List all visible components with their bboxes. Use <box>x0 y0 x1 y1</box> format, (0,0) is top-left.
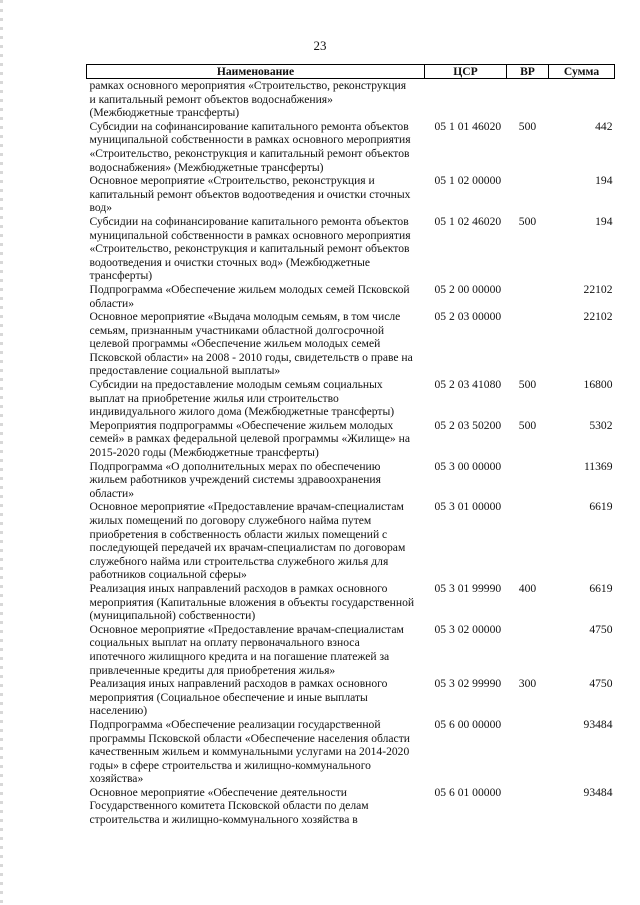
row-vr: 300 <box>518 677 537 691</box>
row-csr: 05 2 03 41080 <box>434 378 502 392</box>
row-name: Основное мероприятие «Выдача молодым семьям, в том числе семьям, признанным участниками областной долгосрочной целевой программы «Обеспечение жильем молодых семей Псковской области» на 2008 - 2010 годы, свидетельств о праве на предоставление социальной выплаты» <box>89 310 413 378</box>
row-csr: 05 2 03 00000 <box>434 310 502 324</box>
header-sum: Сумма <box>549 65 615 79</box>
row-csr: 05 3 00 00000 <box>434 459 502 473</box>
table-row <box>87 460 615 501</box>
table-row <box>87 623 615 677</box>
table-row <box>87 582 615 623</box>
table-row <box>87 310 615 378</box>
row-sum: 4750 <box>589 622 613 636</box>
table-row <box>87 786 615 827</box>
table-row <box>87 500 615 582</box>
row-csr: 05 1 01 46020 <box>434 119 502 133</box>
row-name: Подпрограмма «Обеспечение реализации государственной программы Псковской области «Обеспечение населения области качественным жильем и коммунальными услугами на 2014-2020 годы» в сфере строительства и жилищно-коммунального хозяйства» <box>89 717 410 786</box>
row-name: рамках основного мероприятия «Строительство, реконструкция и капитальный ремонт объектов водоснабжения» (Межбюджетные трансферты) <box>89 79 407 120</box>
row-name: Реализация иных направлений расходов в рамках основного мероприятия (Социальное обеспечение и иные выплаты населению) <box>89 677 388 718</box>
table-row <box>87 120 615 174</box>
row-vr <box>507 460 549 501</box>
row-sum: 93484 <box>583 785 613 799</box>
row-sum <box>549 79 615 120</box>
row-vr: 400 <box>518 581 537 595</box>
row-name: Реализация иных направлений расходов в рамках основного мероприятия (Капитальные вложения в объекты государственной (муниципальной) собственности) <box>89 581 415 623</box>
budget-table <box>86 64 615 827</box>
row-sum: 194 <box>595 214 613 228</box>
table-row <box>87 215 615 283</box>
row-sum: 6619 <box>589 581 613 595</box>
row-name: Субсидии на предоставление молодым семьям социальных выплат на приобретение жилья или строительство индивидуального жилого дома (Межбюджетные трансферты) <box>89 378 395 419</box>
row-vr <box>507 79 549 120</box>
row-vr: 500 <box>518 378 537 392</box>
row-sum: 442 <box>595 119 613 133</box>
row-csr: 05 3 01 99990 <box>434 581 502 595</box>
row-sum: 16800 <box>583 378 613 392</box>
row-sum: 5302 <box>589 418 613 432</box>
row-sum: 22102 <box>583 310 613 324</box>
row-csr: 05 1 02 00000 <box>434 174 502 188</box>
row-name: Основное мероприятие «Предоставление врачам-специалистам социальных выплат на оплату первоначального взноса ипотечного жилищного кредита и на погашение платежей за привлеченные кредиты для приобретения жилья» <box>89 622 404 677</box>
table-row <box>87 718 615 786</box>
row-vr: 500 <box>518 119 537 133</box>
row-sum: 194 <box>595 174 613 188</box>
row-vr <box>507 718 549 786</box>
table-row <box>87 677 615 718</box>
row-csr: 05 6 01 00000 <box>434 785 502 799</box>
row-csr: 05 3 02 00000 <box>434 622 502 636</box>
page-number: 23 <box>313 38 327 53</box>
table-row <box>87 79 615 120</box>
row-sum: 6619 <box>589 500 613 514</box>
row-sum: 22102 <box>583 282 613 296</box>
header-csr: ЦСР <box>425 65 507 79</box>
row-name: Подпрограмма «Обеспечение жильем молодых семей Псковской области» <box>89 282 410 310</box>
row-name: Субсидии на софинансирование капитального ремонта объектов муниципальной собственности в рамках основного мероприятия «Строительство, реконструкция и капитальный ремонт объектов водоснабжения» (Межбюджетные трансферты) <box>89 119 411 174</box>
row-csr: 05 2 00 00000 <box>434 282 502 296</box>
table-row <box>87 174 615 215</box>
row-csr <box>425 79 507 120</box>
row-vr <box>507 310 549 378</box>
row-csr: 05 2 03 50200 <box>434 418 502 432</box>
row-name: Основное мероприятие «Обеспечение деятельности Государственного комитета Псковской области по делам строительства и жилищно-коммунального хозяйства в <box>89 785 369 827</box>
row-sum: 11369 <box>583 459 613 473</box>
row-vr <box>507 283 549 310</box>
row-vr <box>507 500 549 582</box>
row-name: Мероприятия подпрограммы «Обеспечение жильем молодых семей» в рамках федеральной целевой программы «Жилище» на 2015-2020 годы (Межбюджетные трансферты) <box>89 418 410 460</box>
row-name: Субсидии на софинансирование капитального ремонта объектов муниципальной собственности в рамках основного мероприятия «Строительство, реконструкция и капитальный ремонт объектов водоотведения и очистки сточных вод» (Межбюджетные трансферты) <box>89 214 411 283</box>
header-name: Наименование <box>87 65 425 79</box>
row-name: Основное мероприятие «Предоставление врачам-специалистам жилых помещений по договору служебного найма путем приобретения в собственность области жилых помещений с последующей передачей их врачам-специалистам по договорам служебного найма или строительства служебного жилья для работников социальной сферы» <box>89 500 406 582</box>
table-row <box>87 419 615 460</box>
scan-edge-artifact <box>0 0 3 905</box>
row-sum: 4750 <box>589 677 613 691</box>
header-vr: ВР <box>507 65 549 79</box>
row-csr: 05 3 01 00000 <box>434 500 502 514</box>
row-vr: 500 <box>518 418 537 432</box>
row-vr <box>507 786 549 827</box>
row-name: Подпрограмма «О дополнительных мерах по обеспечению жильем работников учреждений системы здравоохранения области» <box>89 459 381 500</box>
row-vr <box>507 623 549 677</box>
row-csr: 05 3 02 99990 <box>434 677 502 691</box>
row-csr: 05 6 00 00000 <box>434 717 502 731</box>
row-vr: 500 <box>518 214 537 228</box>
row-name: Основное мероприятие «Строительство, реконструкция и капитальный ремонт объектов водоотведения и очистки сточных вод» <box>89 174 411 215</box>
row-csr: 05 1 02 46020 <box>434 214 502 228</box>
row-vr <box>507 174 549 215</box>
table-row <box>87 378 615 419</box>
table-header-row <box>87 65 615 79</box>
row-sum: 93484 <box>583 717 613 731</box>
table-row <box>87 283 615 310</box>
